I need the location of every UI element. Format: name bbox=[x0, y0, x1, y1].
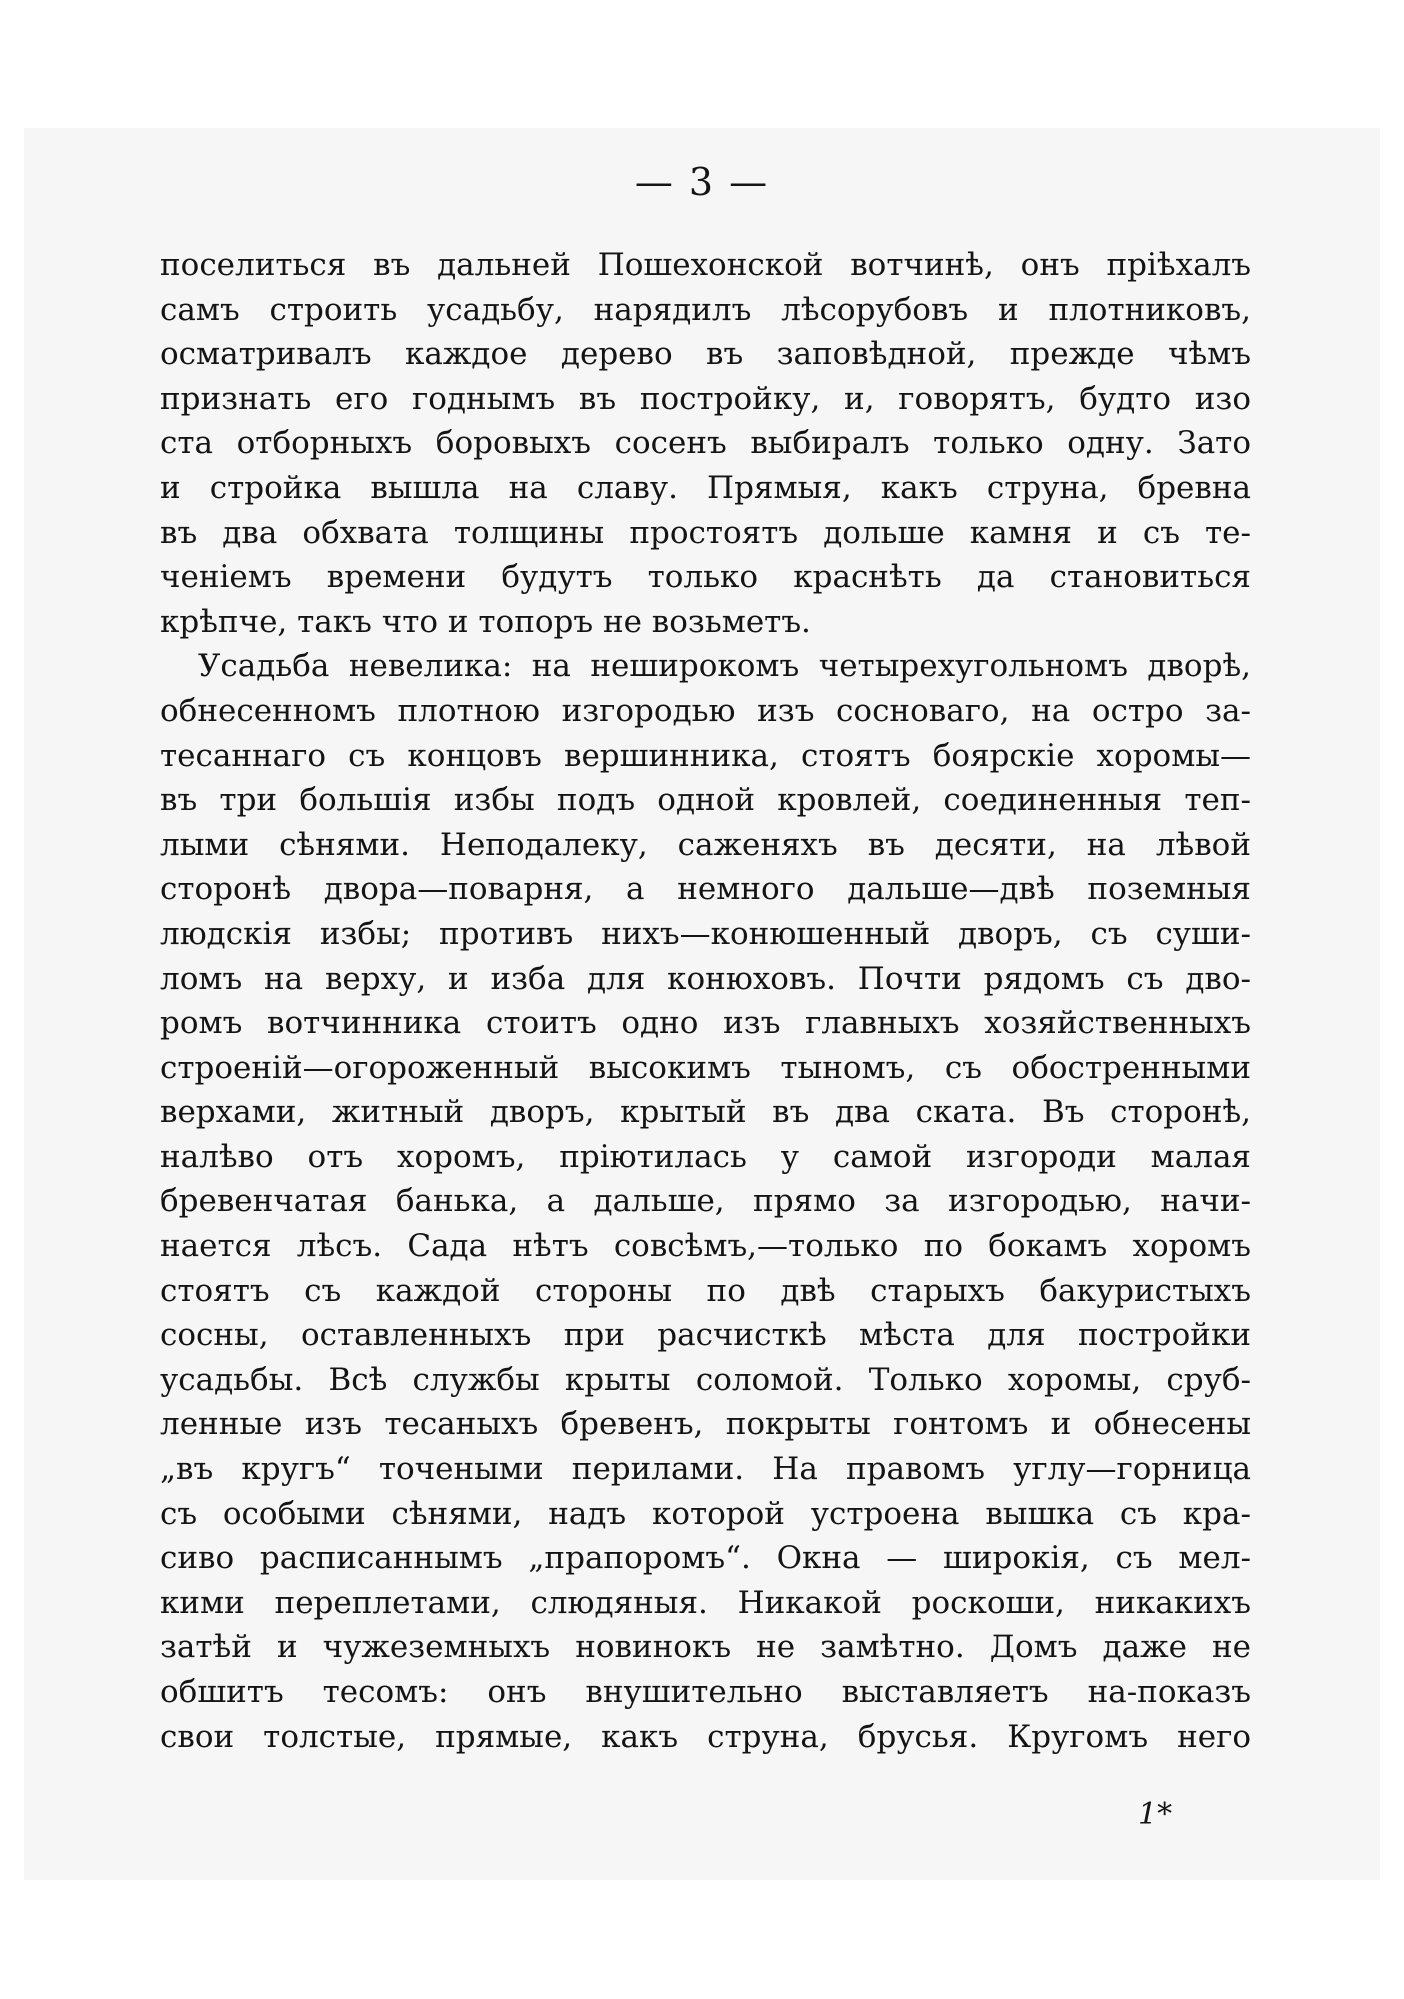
text-line: въ три большія избы подъ одной кровлей, соединенныя теп- bbox=[160, 782, 1251, 819]
text-line: верхами, житный дворъ, крытый въ два ската. Въ сторонѣ, bbox=[160, 1094, 1251, 1131]
text-line: тесаннаго съ концовъ вершинника, стоятъ боярскіе хоромы— bbox=[160, 737, 1251, 774]
text-line: ста отборныхъ боровыхъ сосенъ выбиралъ только одну. Зато bbox=[160, 425, 1251, 462]
text-line: сторонѣ двора—поварня, а немного дальше—двѣ поземныя bbox=[160, 871, 1251, 908]
printer-signature-mark: 1* bbox=[1138, 1797, 1173, 1832]
paragraph-end-line: крѣпче, такъ что и топоръ не возьметъ. bbox=[160, 603, 811, 640]
text-line: и стройка вышла на славу. Прямыя, какъ струна, бревна bbox=[160, 469, 1251, 506]
text-line: сосны, оставленныхъ при расчисткѣ мѣста для постройки bbox=[160, 1317, 1251, 1354]
text-line: ченіемъ времени будутъ только краснѣть да становиться bbox=[160, 559, 1251, 596]
text-line: самъ строить усадьбу, нарядилъ лѣсорубовъ и плотниковъ, bbox=[160, 291, 1251, 328]
text-line: усадьбы. Всѣ службы крыты соломой. Только хоромы, сруб- bbox=[160, 1361, 1251, 1398]
text-line: поселиться въ дальней Пошехонской вотчинѣ, онъ пріѣхалъ bbox=[160, 247, 1251, 283]
text-line: обшитъ тесомъ: онъ внушительно выставляетъ на-показъ bbox=[160, 1674, 1251, 1710]
text-line: налѣво отъ хоромъ, пріютилась у самой изгороди малая bbox=[160, 1138, 1251, 1175]
text-line: съ особыми сѣнями, надъ которой устроена вышка съ кра- bbox=[160, 1495, 1251, 1532]
page-number: — 3 — bbox=[634, 160, 770, 204]
text-line: сиво расписаннымъ „прапоромъ“. Окна — широкія, съ мел- bbox=[160, 1540, 1251, 1577]
paragraph-start-line: Усадьба невелика: на неширокомъ четырехугольномъ дворѣ, bbox=[198, 648, 1251, 685]
text-line: ромъ вотчинника стоитъ одно изъ главныхъ хозяйственныхъ bbox=[160, 1005, 1251, 1042]
body-text bbox=[160, 243, 1251, 1759]
text-line: обнесенномъ плотною изгородью изъ сосноваго, на остро за- bbox=[160, 692, 1251, 729]
text-line: признать его годнымъ въ постройку, и, говорятъ, будто изо bbox=[160, 380, 1251, 417]
text-line: затѣй и чужеземныхъ новинокъ не замѣтно. Домъ даже не bbox=[160, 1629, 1251, 1666]
text-line: ленные изъ тесаныхъ бревенъ, покрыты гонтомъ и обнесены bbox=[160, 1406, 1251, 1443]
text-line: въ два обхвата толщины простоятъ дольше камня и съ те- bbox=[160, 514, 1251, 551]
text-line: лыми сѣнями. Неподалеку, саженяхъ въ десяти, на лѣвой bbox=[160, 826, 1251, 863]
text-line: „въ кругъ“ точеными перилами. На правомъ углу—горница bbox=[160, 1451, 1251, 1488]
text-line: свои толстые, прямые, какъ струна, брусья. Кругомъ него bbox=[160, 1718, 1251, 1755]
text-line: стоятъ съ каждой стороны по двѣ старыхъ бакуристыхъ bbox=[160, 1272, 1251, 1309]
text-line: бревенчатая банька, а дальше, прямо за изгородью, начи- bbox=[160, 1183, 1251, 1220]
text-line: людскія избы; противъ нихъ—конюшенный дворъ, съ суши- bbox=[160, 915, 1251, 952]
text-line: строеній—огороженный высокимъ тыномъ, съ обостренными bbox=[160, 1049, 1251, 1086]
text-line: нается лѣсъ. Сада нѣтъ совсѣмъ,—только по бокамъ хоромъ bbox=[160, 1228, 1251, 1265]
text-line: ломъ на верху, и изба для конюховъ. Почти рядомъ съ дво- bbox=[160, 960, 1251, 997]
text-line: осматривалъ каждое дерево въ заповѣдной, прежде чѣмъ bbox=[160, 336, 1251, 373]
text-line: кими переплетами, слюдяныя. Никакой роскоши, никакихъ bbox=[160, 1584, 1251, 1621]
